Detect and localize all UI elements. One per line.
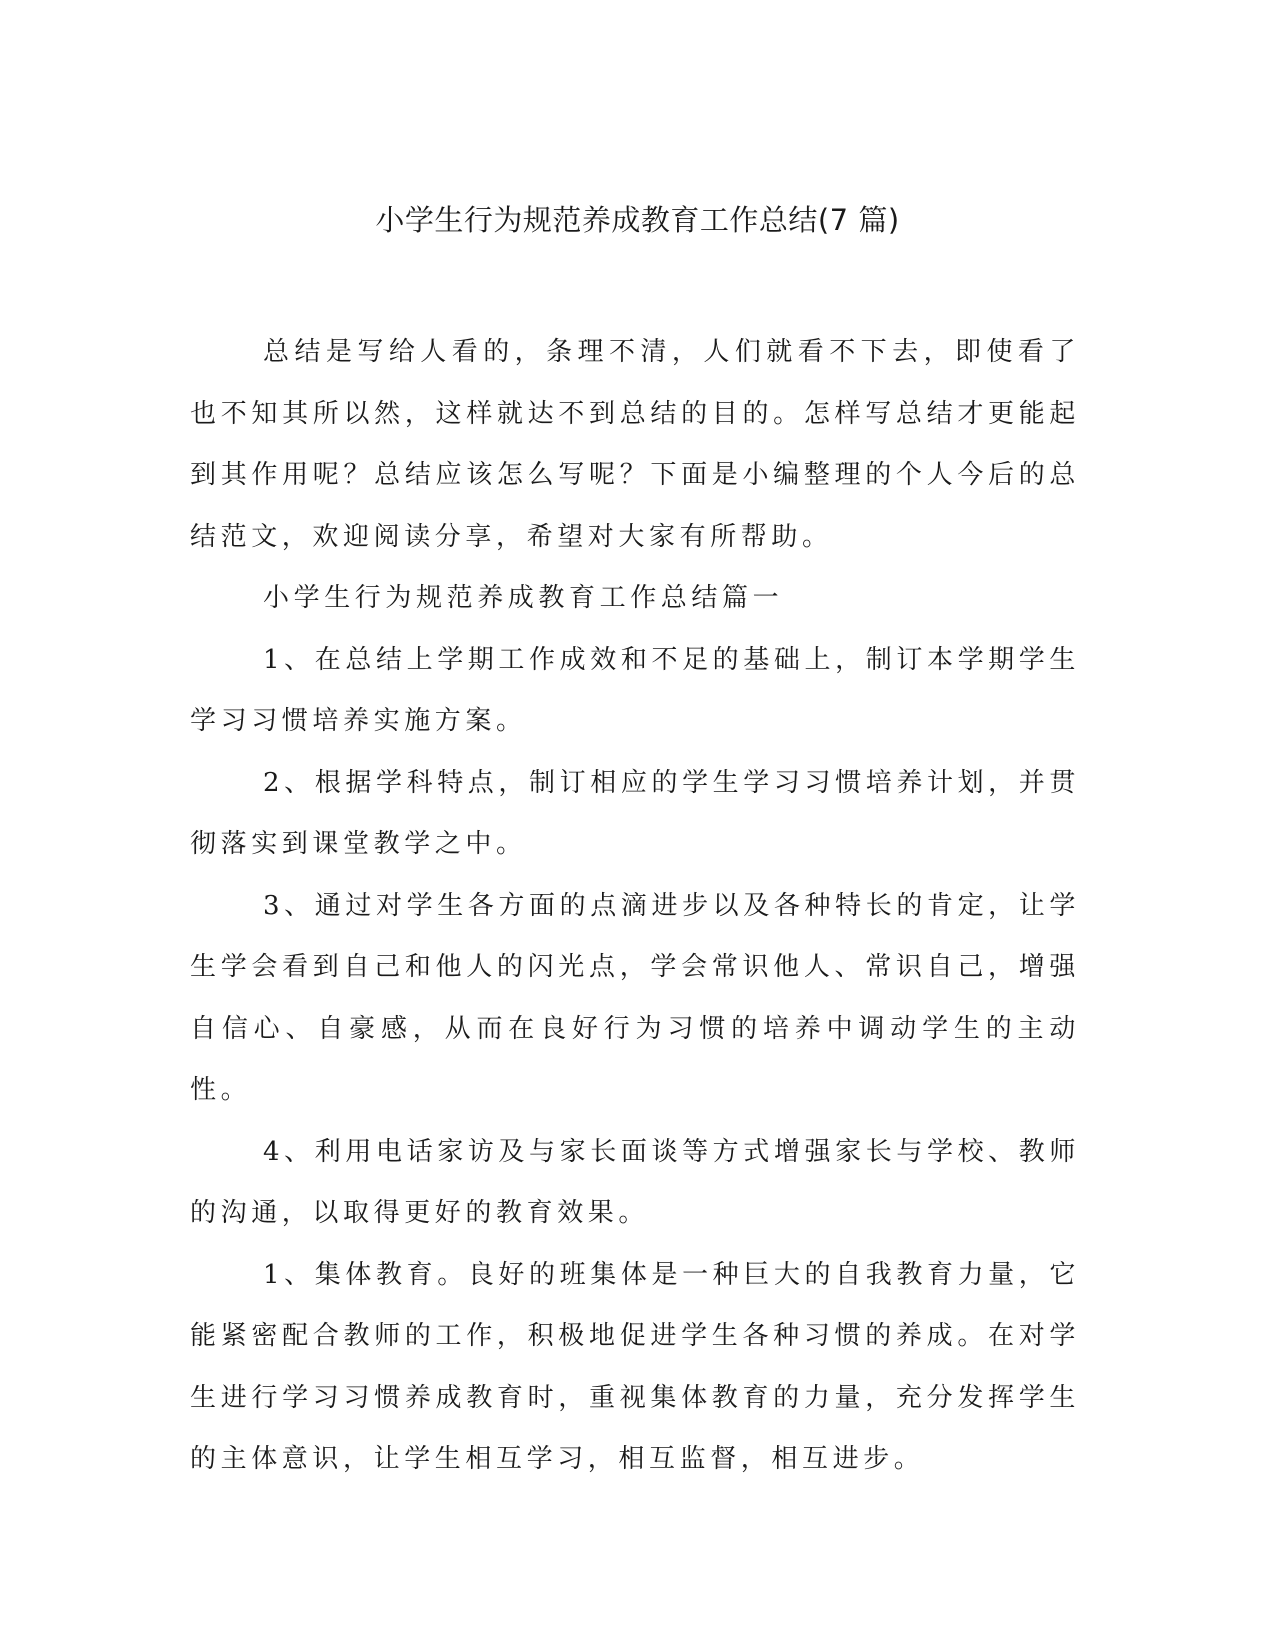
- list-item: 4、利用电话家访及与家长面谈等方式增强家长与学校、教师的沟通，以取得更好的教育效果。: [190, 1136, 1080, 1228]
- list-item: 1、在总结上学期工作成效和不足的基础上，制订本学期学生学习习惯培养实施方案。: [190, 644, 1080, 736]
- list-item: 1、集体教育。良好的班集体是一种巨大的自我教育力量，它能紧密配合教师的工作，积极地促进学生各种习惯的养成。在对学生进行学习习惯养成教育时，重视集体教育的力量，充分发挥学生的主体意识，让学生相互学习，相互监督，相互进步。: [190, 1259, 1080, 1474]
- section-heading: 小学生行为规范养成教育工作总结篇一: [263, 583, 784, 613]
- intro-paragraph: 总结是写给人看的，条理不清，人们就看不下去，即使看了也不知其所以然，这样就达不到总结的目的。怎样写总结才更能起到其作用呢？总结应该怎么写呢？下面是小编整理的个人今后的总结范文，欢迎阅读分享，希望对大家有所帮助。: [190, 337, 1080, 552]
- list-item: 2、根据学科特点，制订相应的学生学习习惯培养计划，并贯彻落实到课堂教学之中。: [190, 767, 1080, 859]
- document-body: [190, 322, 1080, 1491]
- document-title: 小学生行为规范养成教育工作总结(7 篇): [375, 203, 900, 237]
- list-item: 3、通过对学生各方面的点滴进步以及各种特长的肯定，让学生学会看到自己和他人的闪光点，学会常识他人、常识自己，增强自信心、自豪感，从而在良好行为习惯的培养中调动学生的主动性。: [190, 890, 1080, 1105]
